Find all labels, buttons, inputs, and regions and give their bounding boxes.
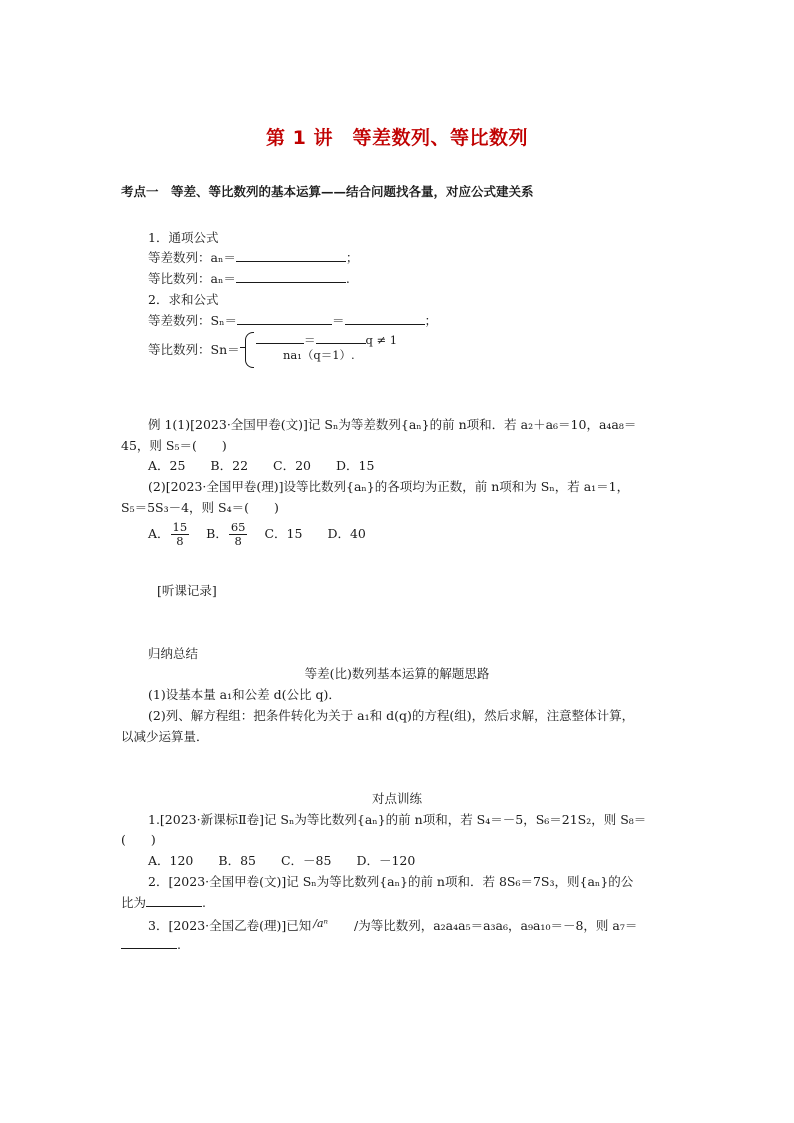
example-1-fraction-options: A． $\frac{15}{8}$ B． $\frac{65}{8}$ C．15 D．40 xyxy=(148,520,366,548)
fraction-b: $\frac{65}{8}$ xyxy=(230,520,246,548)
geo-sum-case-2: na₁（q＝1）. xyxy=(283,348,355,362)
arith-sum-formula: 等差数列：Sₙ＝ ＝ ； xyxy=(148,313,438,328)
geo-sum-case-1: ＝ q ≠ 1 xyxy=(256,331,397,349)
example-1-line-4: S₅＝5S₃－4，则 S₄＝( ) xyxy=(121,500,279,515)
brace-shape xyxy=(245,332,254,368)
answer-blank[interactable] xyxy=(237,312,332,325)
practice-q1-line-1: 1.[2023·新课标Ⅱ卷]记 Sₙ为等比数列{aₙ}的前 n项和，若 S₄＝－5，S₆＝21S₂，则 S₈＝ xyxy=(148,812,647,827)
summary-point-2-cont: 以减少运算量． xyxy=(121,729,209,744)
practice-q3-line-2: . xyxy=(121,936,181,953)
section-heading: 考点一 等差、等比数列的基本运算——结合问题找各量，对应公式建关系 xyxy=(121,184,534,199)
fraction-a: $\frac{15}{8}$ xyxy=(172,520,188,548)
summary-heading: 归纳总结 xyxy=(148,646,199,661)
example-1-options: A．25 B．22 C．20 D．15 xyxy=(148,458,375,473)
geo-sum-label: 等比数列：Sn＝ xyxy=(148,342,240,357)
answer-blank[interactable] xyxy=(121,936,177,949)
summary-subtitle: 等差(比)数列基本运算的解题思路 xyxy=(304,666,490,681)
example-1-line-3: (2)[2023·全国甲卷(理)]设等比数列{aₙ}的各项均为正数，前 n项和为 Sₙ，若 a₁＝1， xyxy=(148,479,630,494)
formula-item-2: 2．求和公式 xyxy=(148,292,219,307)
example-1-line-1: 例 1(1)[2023·全国甲卷(文)]记 Sₙ为等差数列{aₙ}的前 n项和．若 a₂＋a₆＝10，a₄a₈＝ xyxy=(148,417,637,432)
practice-q2-line-2: 比为 . xyxy=(121,895,206,910)
answer-blank[interactable] xyxy=(256,331,304,344)
practice-heading: 对点训练 xyxy=(371,791,422,806)
brace-tip xyxy=(240,347,246,348)
practice-q1-line-2: ( ) xyxy=(121,832,156,847)
answer-blank[interactable] xyxy=(345,312,425,325)
formula-item-1: 1．通项公式 xyxy=(148,230,219,245)
example-1-line-2: 45，则 S₅＝( ) xyxy=(121,438,227,453)
notes-label: [听课记录] xyxy=(157,583,217,598)
page-title: 第 1 讲 等差数列、等比数列 xyxy=(266,127,528,149)
practice-q2-line-1: 2．[2023·全国甲卷(文)]记 Sₙ为等比数列{aₙ}的前 n项和．若 8S₆＝7S₃，则{aₙ}的公 xyxy=(148,874,634,889)
answer-blank[interactable] xyxy=(146,894,202,907)
answer-blank[interactable] xyxy=(236,270,346,283)
answer-blank[interactable] xyxy=(316,331,366,344)
summary-point-2: (2)列、解方程组：把条件转化为关于 a₁和 d(q)的方程(组)，然后求解，注意整体计算， xyxy=(148,708,635,723)
answer-blank[interactable] xyxy=(236,249,346,262)
practice-q3-line-1: 3．[2023·全国乙卷(理)]已知 /aⁿ /为等比数列，a₂a₄a₅＝a₃a₆，a₉a₁₀＝－8，则 a₇＝ xyxy=(148,917,638,933)
practice-q1-options: A．120 B．85 C．－85 D．－120 xyxy=(148,853,416,868)
geo-general-formula: 等比数列：aₙ＝ . xyxy=(148,271,350,286)
summary-point-1: (1)设基本量 a₁和公差 d(公比 q)． xyxy=(148,687,341,702)
arith-general-formula: 等差数列：aₙ＝ ； xyxy=(148,250,359,265)
